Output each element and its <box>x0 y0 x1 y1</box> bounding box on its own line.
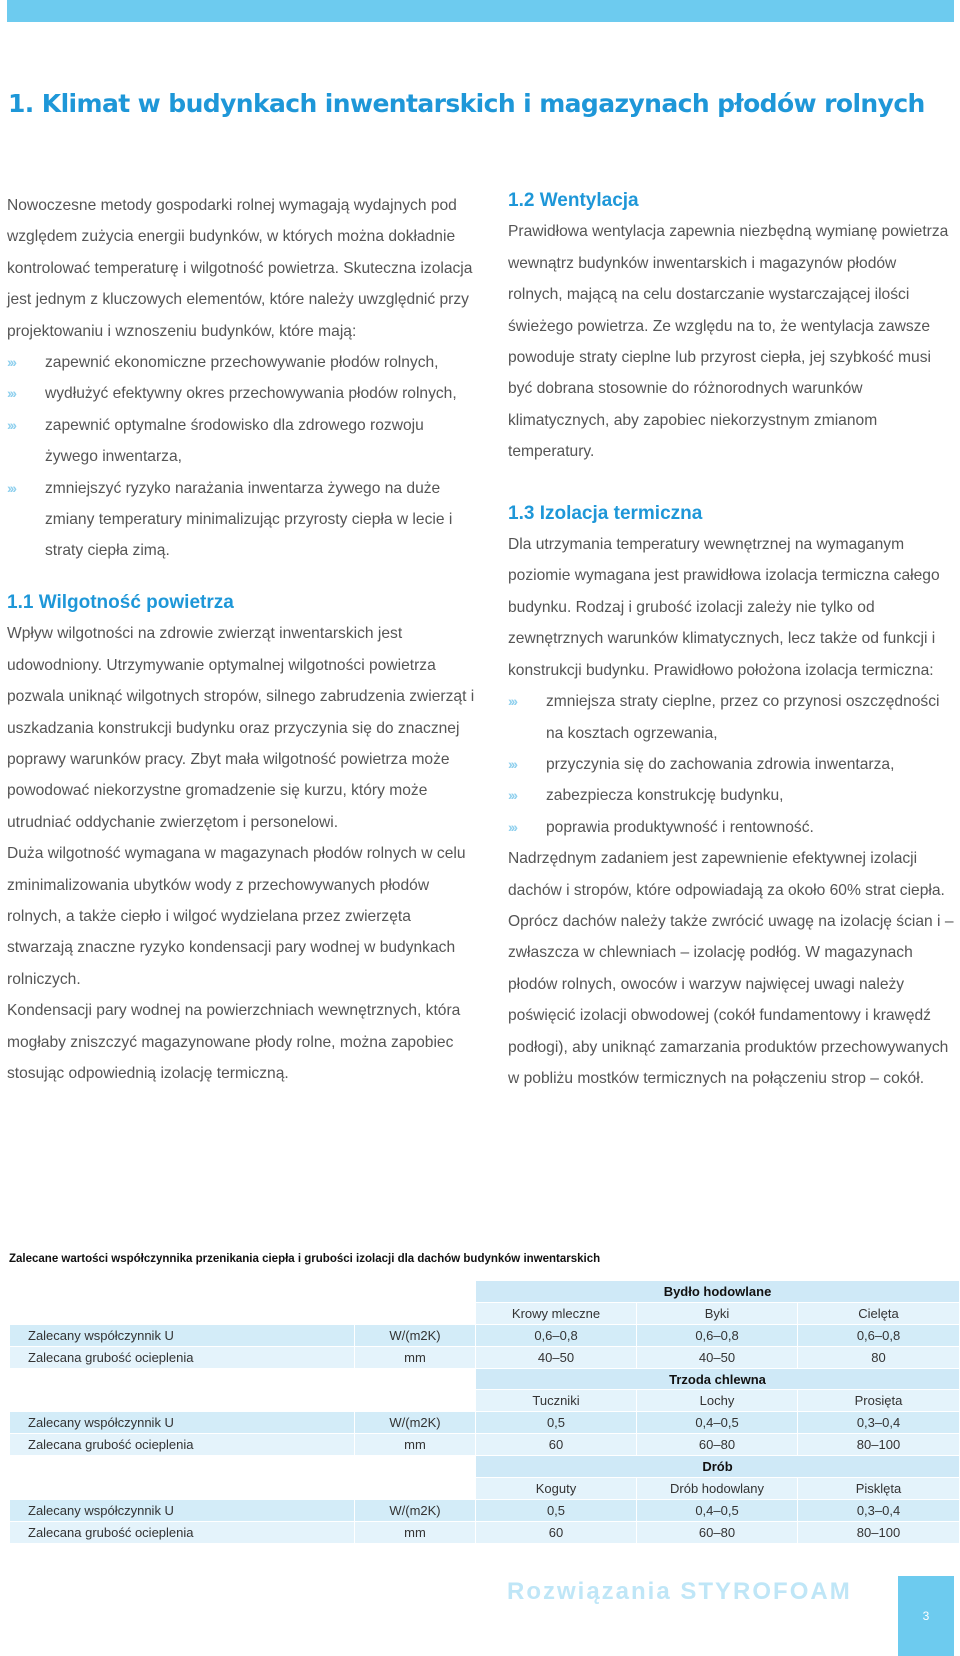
unit-cell: mm <box>355 1347 475 1368</box>
table-cell <box>355 1456 475 1499</box>
ventilation-paragraph: Prawidłowa wentylacja zapewnia niezbędną wymianę powietrza wewnątrz budynków inwentarskich i magazynów płodów rolnych, mającą na celu dostarczanie wystarczającej ilości świeżego powietrza. Ze względu na to, że wentylacja zawsze powoduje straty cieplne lub przyrost ciepła, jej szybkość musi być dobrana stosownie do różnorodnych warunków klimatycznych, aby zapobiec niekorzystnym zmianom temperatury. <box>508 223 949 461</box>
top-color-bar <box>7 0 954 22</box>
table-cell <box>10 1281 354 1324</box>
page-number: 3 <box>898 1576 954 1656</box>
column-header: Krowy mleczne <box>476 1303 636 1324</box>
unit-cell: W/(m2K) <box>355 1500 475 1521</box>
group-header: Trzoda chlewna <box>476 1369 959 1390</box>
list-item: ››› zapewnić optymalne środowisko dla zdrowego rozwoju żywego inwentarza, <box>7 410 477 473</box>
value-cell: 80–100 <box>798 1522 959 1543</box>
value-cell: 0,5 <box>476 1412 636 1433</box>
section-heading-humidity: 1.1 Wilgotność powietrza <box>7 591 234 613</box>
row-label: Zalecana grubość ocieplenia <box>10 1347 354 1368</box>
value-cell: 60 <box>476 1434 636 1455</box>
insulation-intro: Dla utrzymania temperatury wewnętrznej na wymaganym poziomie wymagana jest prawidłowa izolacja termiczna całego budynku. Rodzaj i grubość izolacji zależy nie tylko od zewnętrznych warunków klimatycznych, lecz także od funkcji i konstrukcji budynku. Prawidłowo położona izolacja termiczna: <box>508 536 940 679</box>
section-heading-ventilation: 1.2 Wentylacja <box>508 190 639 211</box>
table-cell <box>355 1281 475 1324</box>
left-column <box>7 190 477 1089</box>
group-header: Bydło hodowlane <box>476 1281 959 1302</box>
humidity-paragraph: Wpływ wilgotności na zdrowie zwierząt inwentarskich jest udowodniony. Utrzymywanie optymalnej wilgotności powietrza pozwala uniknąć wilgotnych stropów, silnego zabrudzenia zwierząt i uszkadzania konstrukcji budynku oraz przyczynia się do znacznej poprawy warunków pracy. Zbyt mała wilgotność powietrza może powodować niekorzystne gromadzenie się kurzu, który może utrudniać oddychanie zwierzętom i personelowi. <box>7 625 475 831</box>
row-label: Zalecany współczynnik U <box>10 1500 354 1521</box>
column-header: Lochy <box>637 1390 797 1411</box>
column-header: Byki <box>637 1303 797 1324</box>
table-cell <box>355 1369 475 1412</box>
insulation-closing: Nadrzędnym zadaniem jest zapewnienie efektywnej izolacji dachów i stropów, które odpowiadają za około 60% strat ciepła. Oprócz dachów należy także zwrócić uwagę na izolację ścian i – zwłaszcza w chlewniach – izolację podłóg. W magazynach płodów rolnych, owoców i warzyw najwięcej uwagi należy poświęcić izolacji obwodowej (cokół fundamentowy i krawędź podłogi), aby uniknąć zamarzania produktów przechowywanych w pobliżu mostków termicznych na połączeniu strop – cokół. <box>508 850 954 1087</box>
value-cell: 0,6–0,8 <box>637 1325 797 1346</box>
list-item: ››› zmniejszyć ryzyko narażania inwentarza żywego na duże zmiany temperatury minimalizując przyrosty ciepła w lecie i straty ciepła zimą. <box>7 473 477 567</box>
row-label: Zalecana grubość ocieplenia <box>10 1522 354 1543</box>
table-row <box>10 1347 959 1368</box>
value-cell: 0,3–0,4 <box>798 1412 959 1433</box>
value-cell: 0,3–0,4 <box>798 1500 959 1521</box>
table-row <box>10 1456 959 1477</box>
table-row <box>10 1325 959 1346</box>
column-header: Drób hodowlany <box>637 1478 797 1499</box>
value-cell: 60–80 <box>637 1434 797 1455</box>
list-item: ››› zabezpiecza konstrukcję budynku, <box>508 780 954 811</box>
table-cell <box>10 1369 354 1412</box>
table-row <box>10 1500 959 1521</box>
unit-cell: W/(m2K) <box>355 1325 475 1346</box>
insulation-table <box>9 1280 960 1544</box>
table-cell <box>10 1456 354 1499</box>
value-cell: 40–50 <box>476 1347 636 1368</box>
chevrons-icon: ››› <box>508 693 516 710</box>
chevrons-icon: ››› <box>7 416 15 433</box>
column-header: Prosięta <box>798 1390 959 1411</box>
value-cell: 0,6–0,8 <box>798 1325 959 1346</box>
value-cell: 0,6–0,8 <box>476 1325 636 1346</box>
column-header: Pisklęta <box>798 1478 959 1499</box>
table-row <box>10 1369 959 1390</box>
value-cell: 80–100 <box>798 1434 959 1455</box>
right-column <box>508 190 954 1094</box>
intro-paragraph: Nowoczesne metody gospodarki rolnej wymagają wydajnych pod względem zużycia energii budynków, w których można dokładnie kontrolować temperaturę i wilgotność powietrza. Skuteczna izolacja jest jednym z kluczowych elementów, które należy uwzględnić przy projektowaniu i wznoszeniu budynków, które mają: <box>7 197 473 340</box>
table-row <box>10 1434 959 1455</box>
value-cell: 40–50 <box>637 1347 797 1368</box>
group-header: Drób <box>476 1456 959 1477</box>
section-heading-insulation: 1.3 Izolacja termiczna <box>508 502 703 524</box>
row-label: Zalecana grubość ocieplenia <box>10 1434 354 1455</box>
chevrons-icon: ››› <box>508 787 516 804</box>
chevrons-icon: ››› <box>7 479 15 496</box>
chevrons-icon: ››› <box>7 385 15 402</box>
list-item: ››› zmniejsza straty cieplne, przez co przynosi oszczędności na kosztach ogrzewania, <box>508 686 954 749</box>
column-header: Tuczniki <box>476 1390 636 1411</box>
unit-cell: mm <box>355 1434 475 1455</box>
requirements-list <box>7 347 477 567</box>
value-cell: 80 <box>798 1347 959 1368</box>
unit-cell: W/(m2K) <box>355 1412 475 1433</box>
list-item: ››› przyczynia się do zachowania zdrowia inwentarza, <box>508 749 954 780</box>
humidity-paragraph: Kondensacji pary wodnej na powierzchniach wewnętrznych, która mogłaby zniszczyć magazynowane płody rolne, można zapobiec stosując odpowiednią izolację termiczną. <box>7 1002 461 1082</box>
unit-cell: mm <box>355 1522 475 1543</box>
value-cell: 60 <box>476 1522 636 1543</box>
list-item: ››› poprawia produktywność i rentowność. <box>508 812 954 843</box>
list-item: ››› zapewnić ekonomiczne przechowywanie płodów rolnych, <box>7 347 477 378</box>
column-header: Koguty <box>476 1478 636 1499</box>
table-row <box>10 1281 959 1302</box>
list-item: ››› wydłużyć efektywny okres przechowywania płodów rolnych, <box>7 378 477 409</box>
value-cell: 60–80 <box>637 1522 797 1543</box>
value-cell: 0,5 <box>476 1500 636 1521</box>
footer-brand: Rozwiązania STYROFOAM <box>507 1578 852 1605</box>
humidity-paragraph: Duża wilgotność wymagana w magazynach płodów rolnych w celu zminimalizowania ubytków wody z przechowywanych płodów rolnych, a także ciepło i wilgoć wydzielana przez zwierzęta stwarzają znaczne ryzyko kondensacji pary wodnej w budynkach rolniczych. <box>7 845 466 988</box>
chevrons-icon: ››› <box>7 354 15 371</box>
chevrons-icon: ››› <box>508 818 516 835</box>
chapter-title: 1. Klimat w budynkach inwentarskich i magazynach płodów rolnych <box>8 89 925 118</box>
row-label: Zalecany współczynnik U <box>10 1412 354 1433</box>
chevrons-icon: ››› <box>508 755 516 772</box>
table-caption: Zalecane wartości współczynnika przenikania ciepła i grubości izolacji dla dachów budynków inwentarskich <box>9 1253 601 1265</box>
value-cell: 0,4–0,5 <box>637 1412 797 1433</box>
value-cell: 0,4–0,5 <box>637 1500 797 1521</box>
row-label: Zalecany współczynnik U <box>10 1325 354 1346</box>
column-header: Cielęta <box>798 1303 959 1324</box>
table-row <box>10 1522 959 1543</box>
insulation-benefits-list <box>508 686 954 843</box>
table-row <box>10 1412 959 1433</box>
